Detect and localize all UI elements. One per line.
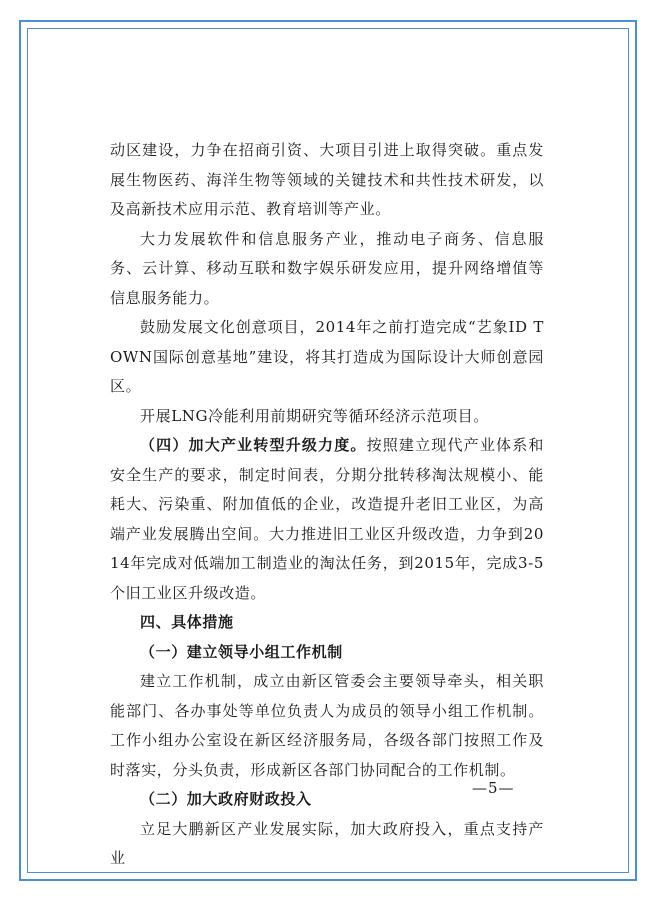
paragraph-software-services: 大力发展软件和信息服务产业，推动电子商务、信息服务、云计算、移动互联和数字娱乐研发应用，提升网络增值等信息服务能力。 bbox=[110, 229, 544, 307]
paragraph-industry-zone: 动区建设，力争在招商引资、大项目引进上取得突破。重点发展生物医药、海洋生物等领域的关键技术和共性技术研发，以及高新技术应用示范、教育培训等产业。 bbox=[110, 141, 544, 218]
paragraph-industrial-upgrade bbox=[110, 431, 544, 608]
paragraph-industrial-upgrade-lead: （四）加大产业转型升级力度。 bbox=[140, 436, 367, 454]
subheading-leadership: （一）建立领导小组工作机制 bbox=[140, 642, 343, 661]
page-number: —5— bbox=[472, 779, 515, 797]
subheading-finance: （二）加大政府财政投入 bbox=[140, 790, 312, 808]
paragraph-work-mechanism: 建立工作机制，成立由新区管委会主要领导牵头，相关职能部门、各办事处等单位负责人为成员的领导小组工作机制。工作小组办公室设在新区经济服务局，各级各部门按照工作及时落实，分头负责，形成新区各部门协同配合的工作机制。 bbox=[110, 672, 544, 779]
document-body bbox=[110, 136, 544, 874]
paragraph-lng: 开展LNG冷能利用前期研究等循环经济示范项目。 bbox=[140, 406, 489, 425]
section-heading-measures: 四、具体措施 bbox=[140, 613, 234, 631]
paragraph-finance: 立足大鹏新区产业发展实际，加大政府投入，重点支持产业 bbox=[110, 819, 544, 867]
paragraph-cultural-creative: 鼓励发展文化创意项目，2014年之前打造完成“艺象ID TOWN国际创意基地”建设，将其打造成为国际设计大师创意园区。 bbox=[110, 318, 544, 395]
paragraph-industrial-upgrade-body: 按照建立现代产业体系和安全生产的要求，制定时间表，分期分批转移淘汰规模小、能耗大、污染重、附加值低的企业，改造提升老旧工业区，为高端产业发展腾出空间。大力推进旧工业区升级改造，力争到2014年完成对低端加工制造业的淘汰任务，到2015年，完成3-5个旧工业区升级改造。 bbox=[110, 436, 544, 602]
